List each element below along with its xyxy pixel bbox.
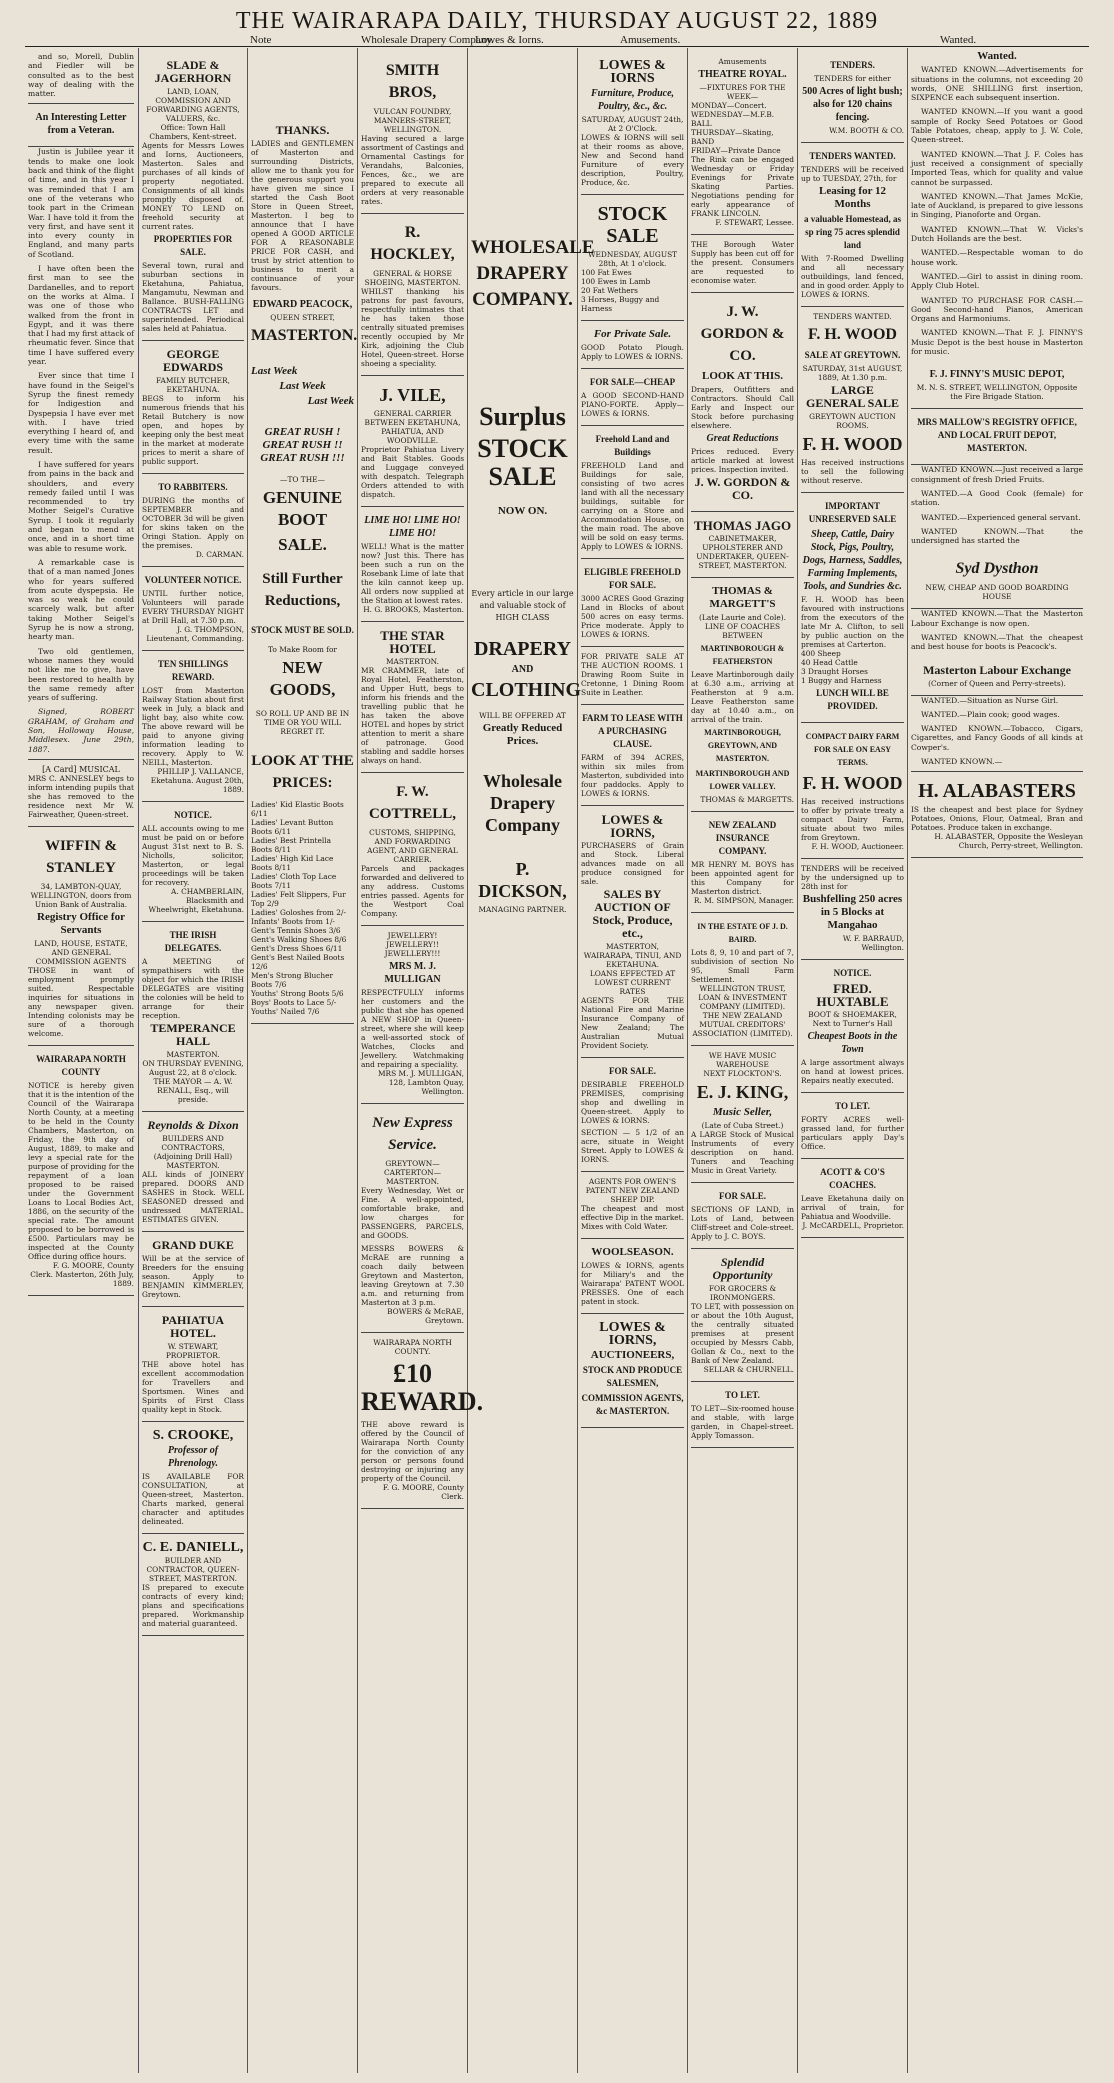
wanted-item: WANTED KNOWN.—Just received a large consignment of fresh Dried Fruits. bbox=[911, 465, 1083, 484]
wanted-item: WANTED KNOWN.—That the Masterton Labour Exchange is now open. bbox=[911, 609, 1083, 628]
column-divider bbox=[577, 48, 578, 2073]
stock-item: 100 Fat Ewes bbox=[581, 268, 632, 277]
lease-tenders: TENDERS WANTED. TENDERS will be received up to TUESDAY, 27th, for Leasing for 12 Months a valuable Homestead, as sp ring 75 acres splendid land With 7-Roomed Dwelling and all necessary outbuildings, land fenced, and in good order. Apply to LOWES & IORNS. bbox=[801, 143, 904, 307]
price-item: Gent's Dress Shoes 6/11 bbox=[251, 944, 343, 953]
wanted-item: WANTED.—A Good Cook (female) for station. bbox=[911, 488, 1083, 508]
piano-sale: FOR SALE—CHEAP A GOOD SECOND-HAND PIANO-FORTE. Apply— LOWES & IORNS. bbox=[581, 369, 684, 426]
wanted-item: WANTED TO PURCHASE FOR CASH.—Good Second-hand Pianos, American Organs and Harmoniums. bbox=[911, 295, 1083, 324]
masthead-rule bbox=[25, 46, 1089, 47]
county-notice: WAIRARAPA NORTH COUNTY NOTICE is hereby given that it is the intention of the Council of the Wairarapa North County, at a meeting to be held in the County Chambers, Masterton, on Friday, the 9th day of August, 1889, to make and levy a special rate for the purpose of providing for the repayment of a loan proposed to be raised under the Government Loans to Local Bodies Act, 1886, on the security of the special rate. The amount proposed to be borrowed is £500. Particulars may be inspected at the County Office during office hours. F. G. MOORE, County Clerk. Masterton, 26th July, 1889. bbox=[28, 1046, 134, 1296]
column-6 bbox=[581, 52, 684, 2062]
dairy-farm-sale: COMPACT DAIRY FARM FOR SALE ON EASY TERMS. F. H. WOOD Has received instructions to offer by private treaty a compact Dairy Farm, situate about two miles from Greytown. F. H. WOOD, Auctioneer. bbox=[801, 723, 904, 859]
price-item: Infants' Boots from 1/- bbox=[251, 917, 335, 926]
price-item: Ladies' Goloshes from 2/- bbox=[251, 908, 346, 917]
lot-item: 1 Buggy and Harness bbox=[801, 676, 882, 685]
wanted-item: WANTED.—Plain cook; good wages. bbox=[921, 709, 1060, 719]
article-signature: Signed, ROBERT GRAHAM, of Graham and Son, Holloway House, Middlesex. June 29th, 1887. bbox=[28, 707, 134, 754]
rabbiters-notice: TO RABBITERS. DURING the months of SEPTEMBER and OCTOBER 3d will be given for skins taken on the Oringi Station. Apply on the premises. D. CARMAN. bbox=[142, 474, 244, 567]
cottrell-ad: F. W. COTTRELL, CUSTOMS, SHIPPING, AND FORWARDING AGENT, AND GENERAL CARRIER. Parcels and packages forwarded and delivered to any address. Customs entries passed. Agents for the Westport Coal Company. bbox=[361, 773, 464, 926]
column-2 bbox=[142, 52, 244, 2062]
article-paragraph: Justin is Jubilee year it tends to make one look back and think of the flight of time, and in this year I was reminded that I am one of the veterans who took part in the Crimean War. I have told it from the very first, and have sent it into every county in England, and many parts of Scotland. bbox=[28, 147, 134, 259]
theatre-royal-ad: Amusements THEATRE ROYAL. —FIXTURES FOR THE WEEK— MONDAY—Concert. WEDNESDAY—M.F.B. BALL THURSDAY—Skating, BAND FRIDAY—Private Dance The Rink can be engaged Wednesday or Friday Evenings for Private Skating Parties. Negotiations pending for early appearance of FRANK LINCOLN. F. STEWART, Lessee. bbox=[691, 52, 794, 235]
column-divider bbox=[797, 48, 798, 2073]
wanted-item: WANTED.—Situation as Nurse Girl. bbox=[921, 695, 1059, 705]
price-item: Gent's Walking Shoes 8/6 bbox=[251, 935, 347, 944]
price-item: Ladies' High Kid Lace Boots 8/11 bbox=[251, 854, 334, 872]
wanted-item: WANTED.—Respectable woman to do house work. bbox=[911, 248, 1083, 267]
forty-acres-to-let: TO LET. FORTY ACRES well-grassed land, for further particulars apply Day's Office. bbox=[801, 1093, 904, 1159]
sheep-dip-ad: AGENTS FOR OWEN'S PATENT NEW ZEALAND SHEEP DIP. The cheapest and most effective Dip in the market. Mixes with Cold Water. bbox=[581, 1172, 684, 1239]
stock-item: 100 Ewes in Lamb bbox=[581, 277, 651, 286]
accounts-notice: NOTICE. ALL accounts owing to me must be paid on or before August 31st next to B. S. Nicholls, solicitor, Masterton, or legal proceedings will be taken for recovery. A. CHAMBERLAIN, Blacksmith and Wheelwright, Eketahuna. bbox=[142, 802, 244, 922]
labour-exchange-ad: Masterton Labour Exchange (Corner of Queen and Perry-streets). bbox=[911, 657, 1083, 696]
wanted-item: WANTED KNOWN.—Tobacco, Cigars, Cigarettes, and Fancy Goods of all kinds at Cowper's. bbox=[911, 724, 1083, 752]
article-headline: An Interesting Letter from a Veteran. bbox=[28, 103, 134, 147]
mulligan-jewellery-ad: JEWELLERY! JEWELLERY!! JEWELLERY!!! MRS M. J. MULLIGAN RESPECTFULLY informs her customers and the public that she has opened A NEW SHOP in Queen-street, where she will keep a well-assorted stock of Watches, Clocks and Jewellery. Watchmaking and repairing a speciality. MRS M. J. MULLIGAN, 128, Lambton Quay, Wellington. bbox=[361, 926, 464, 1104]
column-divider bbox=[138, 48, 139, 2073]
price-item: Ladies' Cloth Top Lace Boots 7/11 bbox=[251, 872, 337, 890]
lowes-stock-sale: STOCK SALE WEDNESDAY, AUGUST 28th, At 1 o'clock. 100 Fat Ewes 100 Ewes in Lamb 20 Fat Wethers 3 Horses, Buggy and Harness bbox=[581, 195, 684, 321]
wanted-item: WANTED KNOWN.—That J. F. Coles has just received a consignment of specially Imported Teas, which for quality and value cannot be surpassed. bbox=[911, 149, 1083, 187]
wanted-item: WANTED KNOWN.—That James McKie, late of Auckland, is prepared to give lessons in Singing, Pianoforte and Organ. bbox=[911, 191, 1083, 220]
column-divider bbox=[247, 48, 248, 2073]
daniell-ad: C. E. DANIELL, BUILDER AND CONTRACTOR, QUEEN-STREET, MASTERTON. IS prepared to execute contracts of every kind; plans and specifications prepared. Workmanship and material guaranteed. bbox=[142, 1534, 244, 1636]
column-8 bbox=[801, 52, 904, 2062]
price-item: Ladies' Felt Slippers, Fur Top 2/9 bbox=[251, 890, 346, 908]
page-title: THE WAIRARAPA DAILY, THURSDAY AUGUST 22, 1889 bbox=[235, 8, 879, 34]
lowes-furniture-sale: LOWES & IORNS Furniture, Produce, Poultry, &c., &c. SATURDAY, AUGUST 24th, At 2 O'Clock. LOWES & IORNS will sell at their rooms as above, New and Second hand Furniture of every description, Poultry, Produce, &c. bbox=[581, 52, 684, 195]
price-item: Ladies' Kid Elastic Boots 6/11 bbox=[251, 800, 344, 818]
wanted-item: WANTED KNOWN.—If you want a good sample of Rocky Seed Potatoes or Good Table Potatoes, cheap, apply to J. W. Cole, Queen-street. bbox=[911, 107, 1083, 145]
fixture-item: MONDAY—Concert. bbox=[691, 101, 767, 110]
jago-ad: THOMAS JAGO CABINETMAKER, UPHOLSTERER AND UNDERTAKER, QUEEN-STREET, MASTERTON. bbox=[691, 512, 794, 578]
lime-ad: LIME HO! LIME HO! LIME HO! WELL! What is the matter now? Just this. There has been such a run on the Rosebank Lime of late that the kiln cannot keep up. All orders now supplied at the Station at lowest rates. H. G. BROOKS, Masterton. bbox=[361, 507, 464, 622]
alabaster-ad: H. ALABASTERS IS the cheapest and best place for Sydney Potatoes, Onions, Flour, Oatmeal, Bran and Potatoes. Produce taken in exchange. H. ALABASTER, Opposite the Wesleyan Church, Perry-street, Wellington. bbox=[911, 771, 1083, 858]
wanted-heading: Wanted. bbox=[977, 50, 1017, 62]
musical-ad: [A Card] MUSICAL MRS C. ANNESLEY begs to inform intending pupils that she has removed to the residence next Mr W. Fairweather, Queen-street. bbox=[28, 759, 134, 827]
eligible-freehold: ELIGIBLE FREEHOLD FOR SALE. 3000 ACRES Good Grazing Land in Blocks of about 500 acres on easy terms. Price moderate. Apply to LOWES & IORNS. bbox=[581, 559, 684, 647]
article-paragraph: Two old gentlemen, whose names they would not like me to give, have been restored to health by the same remedy after years of suffering. bbox=[28, 646, 134, 703]
smith-bros-ad: SMITH BROS, VULCAN FOUNDRY, MANNERS-STREET, WELLINGTON. Having secured a large assortment of Castings and Ornamental Castings for Verandahs, Balconies, Fences, &c., we are prepared to execute all orders at very reasonable rates. bbox=[361, 52, 464, 214]
stock-item: 3 Horses, Buggy and Harness bbox=[581, 295, 660, 313]
wanted-item: WANTED KNOWN.—That the undersigned has started the bbox=[911, 526, 1083, 546]
fixture-item: THURSDAY—Skating, BAND bbox=[691, 128, 774, 146]
george-edwards-ad: GEORGE EDWARDS FAMILY BUTCHER, EKETAHUNA. BEGS to inform his numerous friends that his Retail Butchery is now open, and hopes by keeping only the best meat in the market at moderate prices to merit a share of public support. bbox=[142, 341, 244, 474]
article-paragraph: I have suffered for years from pains in the back and shoulders, and every remedy failed until I was recommended to try Mother Seigel's Curative Syrup. I took it regularly and began to mend at once, and in a short time was able to resume work. bbox=[28, 459, 134, 553]
vile-carrier-ad: J. VILE, GENERAL CARRIER BETWEEN EKETAHUNA, PAHIATUA, AND WOODVILLE. Proprietor Pahiatua Livery and Bait Stables. Goods and Luggage conveyed with despatch. Telegraph Orders attended to with dispatch. bbox=[361, 376, 464, 507]
hockley-ad: R. HOCKLEY, GENERAL & HORSE SHOEING, MASTERTON. WHILST thanking his patrons for past favours, respectfully intimates that he has taken those centrally situated premises recently occupied by Mr Kirk, adjoining the Club Hotel, Queen-street. Horse shoeing a speciality. bbox=[361, 214, 464, 376]
article-paragraph: I have often been the first man to see the Dardanelles, and to report on the works at Alma. I was one of those who walked from the front in Egypt, and it was there that I had my first attack of rheumatic fever. Since that time I have suffered every year. bbox=[28, 264, 134, 367]
splendid-opportunity-ad: Splendid Opportunity FOR GROCERS & IRONMONGERS. TO LET, with possession on or about the 10th August, the centrally situated premises at present occupied by Messrs Cabb, Gollan & Co., next to the Bank of New Zealand. SELLAR & CHURNELL. bbox=[691, 1249, 794, 1382]
wanted-item: WANTED KNOWN.—That W. Vicks's Dutch Hollands are the best. bbox=[911, 224, 1083, 244]
registry-office-ad: MRS MALLOW'S REGISTRY OFFICE, AND LOCAL FRUIT DEPOT, MASTERTON. bbox=[911, 409, 1083, 465]
wood-greytown-sale: TENDERS WANTED. F. H. WOOD SALE AT GREYTOWN. SATURDAY, 31st AUGUST, 1889, At 1.30 p.m. LARGE GENERAL SALE GREYTOWN AUCTION ROOMS. F. H. WOOD Has received instructions to sell the following without reserve. bbox=[801, 307, 904, 493]
finny-music-depot: F. J. FINNY'S MUSIC DEPOT, M. N. S. STREET, WELLINGTON, Opposite the Fire Brigade Station. bbox=[911, 361, 1083, 409]
price-item: Boys' Boots to Lace 5/- bbox=[251, 998, 337, 1007]
bushfelling-tenders: TENDERS will be received by the undersigned up to 28th inst for Bushfelling 250 acres in 5 Blocks at Mangahao W. F. BARRAUD, Wellington. bbox=[801, 859, 904, 960]
price-item: Gent's Best Nailed Boots 12/6 bbox=[251, 953, 345, 971]
star-hotel-ad: THE STAR HOTEL MASTERTON. MR CRAMMER, late of Royal Hotel, Featherston, and Upper Hutt, begs to inform his friends and the travelling public that he has taken the above HOTEL and hopes by strict attention to merit a share of patronage. Good stabling and saddle horses always on hand. bbox=[361, 622, 464, 773]
running-head-wanted: Wanted. bbox=[940, 34, 977, 46]
price-item: Gent's Tennis Shoes 3/6 bbox=[251, 926, 341, 935]
running-head-amusements: Amusements. bbox=[620, 34, 681, 46]
crooke-ad: S. CROOKE, Professor of Phrenology. IS AVAILABLE FOR CONSULTATION, at Queen-street, Masterton. Charts marked, general character and aptitudes delineated. bbox=[142, 1422, 244, 1534]
freehold-sale: Freehold Land and Buildings FREEHOLD Land and Buildings for sale, consisting of two acres land with all the necessary buildings, suitable for carrying on a Store and Accommodation House, on the main road. The above will be sold on easy terms. Apply to LOWES & IORNS. bbox=[581, 426, 684, 559]
king-music-ad: WE HAVE MUSIC WAREHOUSE NEXT FLOCKTON'S. E. J. KING, Music Seller, (Late of Cuba Street.) A LARGE Stock of Musical Instruments of every description on hand. Tuners and Teaching Music in Great Variety. bbox=[691, 1046, 794, 1183]
column-divider bbox=[357, 48, 358, 2073]
wanted-item: WANTED KNOWN.—That the cheapest and best house for boots is Peacock's. bbox=[911, 632, 1083, 652]
column-3 bbox=[251, 52, 358, 2062]
water-supply-notice: THE Borough Water Supply has been cut off for the present. Consumers are requested to economise water. bbox=[691, 235, 794, 293]
private-sale: For Private Sale. GOOD Potato Plough. Apply to LOWES & IORNS. bbox=[581, 321, 684, 369]
column-7 bbox=[691, 52, 794, 2062]
wiffin-stanley-ad: WIFFIN & STANLEY 34, LAMBTON-QUAY, WELLINGTON, doors from Union Bank of Australia. Registry Office for Servants LAND, HOUSE, ESTATE, AND GENERAL COMMISSION AGENTS THOSE in want of employment promptly suited. Respectable inquiries for situations in any newspaper given. Intending colonists may be sure of a thorough welcome. bbox=[28, 827, 134, 1046]
running-head-note: Note bbox=[250, 34, 272, 46]
huxtable-ad: NOTICE. FRED. HUXTABLE BOOT & SHOEMAKER, Next to Turner's Hall Cheapest Boots in the Town A large assortment always on hand at lowest prices. Repairs neatly executed. bbox=[801, 960, 904, 1093]
gordon-ad: J. W. GORDON & CO. LOOK AT THIS. Drapers, Outfitters and Contractors. Should Call Early and Inspect our Stock before purchasing elsewhere. Great Reductions Prices reduced. Every article marked at lowest prices. Inspection invited. J. W. GORDON & CO. bbox=[691, 293, 794, 512]
price-list bbox=[251, 800, 354, 1016]
price-item: Ladies' Best Printella Boots 8/11 bbox=[251, 836, 331, 854]
wanted-item: WANTED KNOWN.— bbox=[921, 757, 1003, 767]
coaches-ad: THOMAS & MARGETT'S (Late Laurie and Cole). LINE OF COACHES BETWEEN MARTINBOROUGH & FEATHERSTON Leave Martinborough daily at 6.30 a.m., arriving at Featherston at 9 a.m. Leave Featherston same day at 10.40 a.m., on arrival of the train. MARTINBOROUGH, GREYTOWN, AND MASTERTON. MARTINBOROUGH AND LOWER VALLEY. THOMAS & MARGETTS. bbox=[691, 578, 794, 812]
wholesale-drapery-ad: WHOLESALE DRAPERY COMPANY. Surplus STOCK SALE NOW ON. Every article in our large and valuable stock of HIGH CLASS DRAPERY AND CLOTHING WILL BE OFFERED AT Greatly Reduced Prices. Wholesale Drapery Company P. DICKSON, MANAGING PARTNER. bbox=[471, 237, 595, 914]
reward-notice: TEN SHILLINGS REWARD. LOST from Masterton Railway Station about first week in July, a black and light bay, also white cow. The above reward will be paid to anyone giving information leading to recovery. Apply to W. NEILL, Masterton. PHILLIP J. VALLANCE, Eketahuna. August 20th, 1889. bbox=[142, 651, 244, 802]
to-let-ad: TO LET. TO LET—Six-roomed house and stable, with large garden, in Chapel-street. Apply Tomasson. bbox=[691, 1382, 794, 1448]
column-divider bbox=[687, 48, 688, 2073]
reynolds-dixon-ad: Reynolds & Dixon BUILDERS AND CONTRACTORS, (Adjoining Drill Hall) MASTERTON. ALL kinds of JOINERY prepared. DOORS AND SASHES in Stock. WELL SEASONED dressed and undressed MATERIAL. ESTIMATES GIVEN. bbox=[142, 1112, 244, 1232]
running-head-lowes: Lowes & Iorns. bbox=[475, 34, 544, 46]
sections-sale: FOR SALE. SECTIONS OF LAND, in Lots of Land, between Cliff-street and Cole-street. Apply to J. C. BOYS. bbox=[691, 1183, 794, 1249]
lot-item: 3 Draught Horses bbox=[801, 667, 868, 676]
article-paragraph: Ever since that time I have found in the Seigel's Syrup the finest remedy for Indigestion and Dyspepsia I have ever met with. I have tried everything I heard of, and every time with the same result. bbox=[28, 371, 134, 455]
fixture-item: FRIDAY—Private Dance bbox=[691, 146, 781, 155]
ten-pound-reward-ad: WAIRARAPA NORTH COUNTY. £10 REWARD. THE above reward is offered by the Council of Wairarapa North County for the conviction of any person or persons found destroying or injuring any property of the Council. F. G. MOORE, County Clerk. bbox=[361, 1333, 464, 1509]
column-divider bbox=[907, 48, 908, 2073]
irish-delegates-notice: THE IRISH DELEGATES. A MEETING of sympathisers with the object for which the IRISH DELEGATES are visiting the colonies will be held to arrange for their reception. TEMPERANCE HALL MASTERTON. ON THURSDAY EVENING, August 22, at 8 o'clock. THE MAYOR — A. W. RENALL, Esq., will preside. bbox=[142, 922, 244, 1112]
boarding-house-ad: Syd Dysthon NEW, CHEAP AND GOOD BOARDING HOUSE bbox=[911, 550, 1083, 609]
column-divider bbox=[467, 48, 468, 2073]
wanted-item: WANTED KNOWN.—That F. J. FINNY'S Music Depot is the best house in Masterton for music. bbox=[911, 328, 1083, 357]
column-4 bbox=[361, 52, 484, 2062]
stock-item: 20 Fat Wethers bbox=[581, 286, 638, 295]
premises-sale: FOR SALE. DESIRABLE FREEHOLD PREMISES, comprising shop and dwelling in Queen-street. Apply to LOWES & IORNS. SECTION — 5 1/2 of an acre, situate in Weight Street. Apply to LOWES & IORNS. bbox=[581, 1058, 684, 1172]
express-service-ad: New Express Service. GREYTOWN—CARTERTON—MASTERTON. Every Wednesday, Wet or Fine. A well-appointed, comfortable brake, and low charges for PASSENGERS, PARCELS, and GOODS. MESSRS BOWERS & McRAE are running a coach daily between Greytown and Masterton, leaving Greytown at 7.30 a.m. and returning from Masterton at 3 p.m. BOWERS & McRAE, Greytown. bbox=[361, 1104, 464, 1333]
price-item: Men's Strong Blucher Boots 7/6 bbox=[251, 971, 334, 989]
lot-item: 400 Sheep bbox=[801, 649, 841, 658]
fixture-item: WEDNESDAY—M.F.B. BALL bbox=[691, 110, 775, 128]
acott-coaches-ad: ACOTT & CO'S COACHES. Leave Eketahuna daily on arrival of train, for Pahiatua and Woodville. J. McCARDELL, Proprietor. bbox=[801, 1159, 904, 1238]
wanted-item: WANTED KNOWN.—Advertisements for situations in the columns, not exceeding 20 words, ONE SHILLING first insertion, SIXPENCE each subsequent insertion. bbox=[911, 65, 1083, 103]
column-5 bbox=[471, 52, 595, 2062]
lowes-card: LOWES & IORNS, AUCTIONEERS, STOCK AND PRODUCE SALESMEN, COMMISSION AGENTS, &c MASTERTON. bbox=[581, 1314, 684, 1428]
slade-jagerhorn-ad: SLADE & JAGERHORN LAND, LOAN, COMMISSION AND FORWARDING AGENTS, VALUERS, &c. Office: Town Hall Chambers, Kent-street. Agents for Messrs Lowes and Iorns, Auctioneers, Masterton. Sales and purchases of all kinds of property negotiated. Consignments of all kinds promptly disposed of. MONEY TO LEND on freehold security at current rates. PROPERTIES FOR SALE. Several town, rural and suburban sections in Eketahuna, Pahiatua, Mangamutu, Newman and Ballance. BUSH-FALLING CONTRACTS LET and superintended. Periodical sales held at Pahiatua. bbox=[142, 52, 244, 341]
running-head-drapery: Wholesale Drapery Company. bbox=[361, 34, 494, 46]
wanted-item: WANTED.—Experienced general servant. bbox=[921, 512, 1081, 522]
price-item: Ladies' Levant Button Boots 6/11 bbox=[251, 818, 334, 836]
drawing-room-sale: FOR PRIVATE SALE AT THE AUCTION ROOMS. 1 Drawing Room Suite in Cretonne, 1 Dining Room Suite in Leather. bbox=[581, 647, 684, 705]
nz-insurance-ad: NEW ZEALAND INSURANCE COMPANY. MR HENRY M. BOYS has been appointed agent for this Company for Masterton district. R. M. SIMPSON, Manager. bbox=[691, 812, 794, 913]
column-9 bbox=[911, 52, 1083, 2062]
masthead bbox=[0, 0, 1114, 50]
wanted-item: WANTED.—Girl to assist in dining room. Apply Club Hotel. bbox=[911, 271, 1083, 291]
article-paragraph: and so, Morell, Dublin and Fiedler will be consulted as to the best way of dealing with the matter. bbox=[28, 52, 134, 99]
lot-item: 40 Head Cattle bbox=[801, 658, 858, 667]
grand-duke-ad: GRAND DUKE Will be at the service of Breeders for the ensuing season. Apply to BENJAMIN KIMMERLEY, Greytown. bbox=[142, 1232, 244, 1307]
bush-tenders: TENDERS. TENDERS for either 500 Acres of light bush; also for 120 chains fencing. W.M. BOOTH & CO. bbox=[801, 52, 904, 143]
article-paragraph: A remarkable case is that of a man named Jones who for years suffered from acute dyspepsia. He was so weak he could scarcely walk, but after taking Mother Seigel's Syrup he is now a strong, hearty man. bbox=[28, 557, 134, 642]
lowes-services: LOWES & IORNS, PURCHASERS of Grain and Stock. Liberal advances made on all produce consigned for sale. SALES BY AUCTION OF Stock, Produce, etc., MASTERTON, WAIRARAPA, TINUI, AND EKETAHUNA. LOANS EFFECTED AT LOWEST CURRENT RATES AGENTS FOR THE National Fire and Marine Insurance Company of New Zealand; The Australian Mutual Provident Society. bbox=[581, 806, 684, 1058]
wool-season-ad: WOOLSEASON. LOWES & IORNS, agents for Miliary's and the Wairarapa' PATENT WOOL PRESSES. One of each patent in stock. bbox=[581, 1239, 684, 1314]
price-item: Youths' Strong Boots 5/6 bbox=[251, 989, 344, 998]
pahiatua-hotel-ad: PAHIATUA HOTEL. W. STEWART, PROPRIETOR. THE above hotel has excellent accommodation for Travellers and Sportsmen. Wines and Spirits of First Class quality kept in Stock. bbox=[142, 1307, 244, 1422]
volunteer-notice: VOLUNTEER NOTICE. UNTIL further notice, Volunteers will parade EVERY THURSDAY NIGHT at Drill Hall, at 7.30 p.m. J. G. THOMPSON, Lieutenant, Commanding. bbox=[142, 567, 244, 651]
farm-lease: FARM TO LEASE WITH A PURCHASING CLAUSE. FARM of 394 ACRES, within six miles from Masterton, subdivided into four paddocks. Apply to LOWES & IORNS. bbox=[581, 705, 684, 806]
estate-notice: IN THE ESTATE OF J. D. BAIRD. Lots 8, 9, 10 and part of 7, subdivision of section No 95, Small Farm Settlement. WELLINGTON TRUST, LOAN & INVESTMENT COMPANY (LIMITED). THE NEW ZEALAND MUTUAL CREDITORS' ASSOCIATION (LIMITED). bbox=[691, 913, 794, 1046]
price-item: Youths' Nailed 7/6 bbox=[251, 1007, 320, 1016]
peacock-boot-sale-ad: THANKS. LADIES and GENTLEMEN of Masterton and surrounding Districts, allow me to thank you for the generous support you have given me since I started the Cash Boot Store in Queen Street, Masterton. I beg to announce that I have opened A GOOD ARTICLE FOR A REASONABLE PRICE FOR CASH, and trust by strict attention to business to merit a continuance of your favours. EDWARD PEACOCK, QUEEN STREET, MASTERTON. Last Week Last Week Last Week GREAT RUSH ! GREAT RUSH !! GREAT RUSH !!! —TO THE— GENUINE BOOT SALE. Still Further Reductions, STOCK MUST BE SOLD. To Make Room for NEW GOODS, SO ROLL UP AND BE IN TIME OR YOU WILL REGRET IT. LOOK AT THE PRICES: Ladies' Kid Elastic Boots 6/11 Ladies' Levant Button Boots 6/11 Ladies' Best Printella Boots 8/11 Ladies' High Kid Lace Boots 8/11 Ladies' Cloth Top Lace Boots 7/11 Ladies' Felt Slippers, Fur Top 2/9 Ladies' Goloshes from 2/- Infants' Boots from 1/- Gent's Tennis Shoes 3/6 Gent's Walking Shoes 8/6 Gent's Dress Shoes 6/11 Gent's Best Nailed Boots 12/6 Men's Strong Blucher Boots 7/6 Youths' Strong Boots 5/6 Boys' Boots to Lace 5/- Youths' Nailed 7/6 bbox=[251, 52, 354, 1024]
column-1 bbox=[28, 52, 134, 2062]
unreserved-sale: IMPORTANT UNRESERVED SALE Sheep, Cattle, Dairy Stock, Pigs, Poultry, Dogs, Harness, Saddles, Farming Implements, Tools, and Sundries &c. F. H. WOOD has been favoured with instructions from the executors of the late Mr A. Clifton, to sell by public auction on the premises at Carterton. 400 Sheep 40 Head Cattle 3 Draught Horses 1 Buggy and Harness LUNCH WILL BE PROVIDED. bbox=[801, 493, 904, 723]
